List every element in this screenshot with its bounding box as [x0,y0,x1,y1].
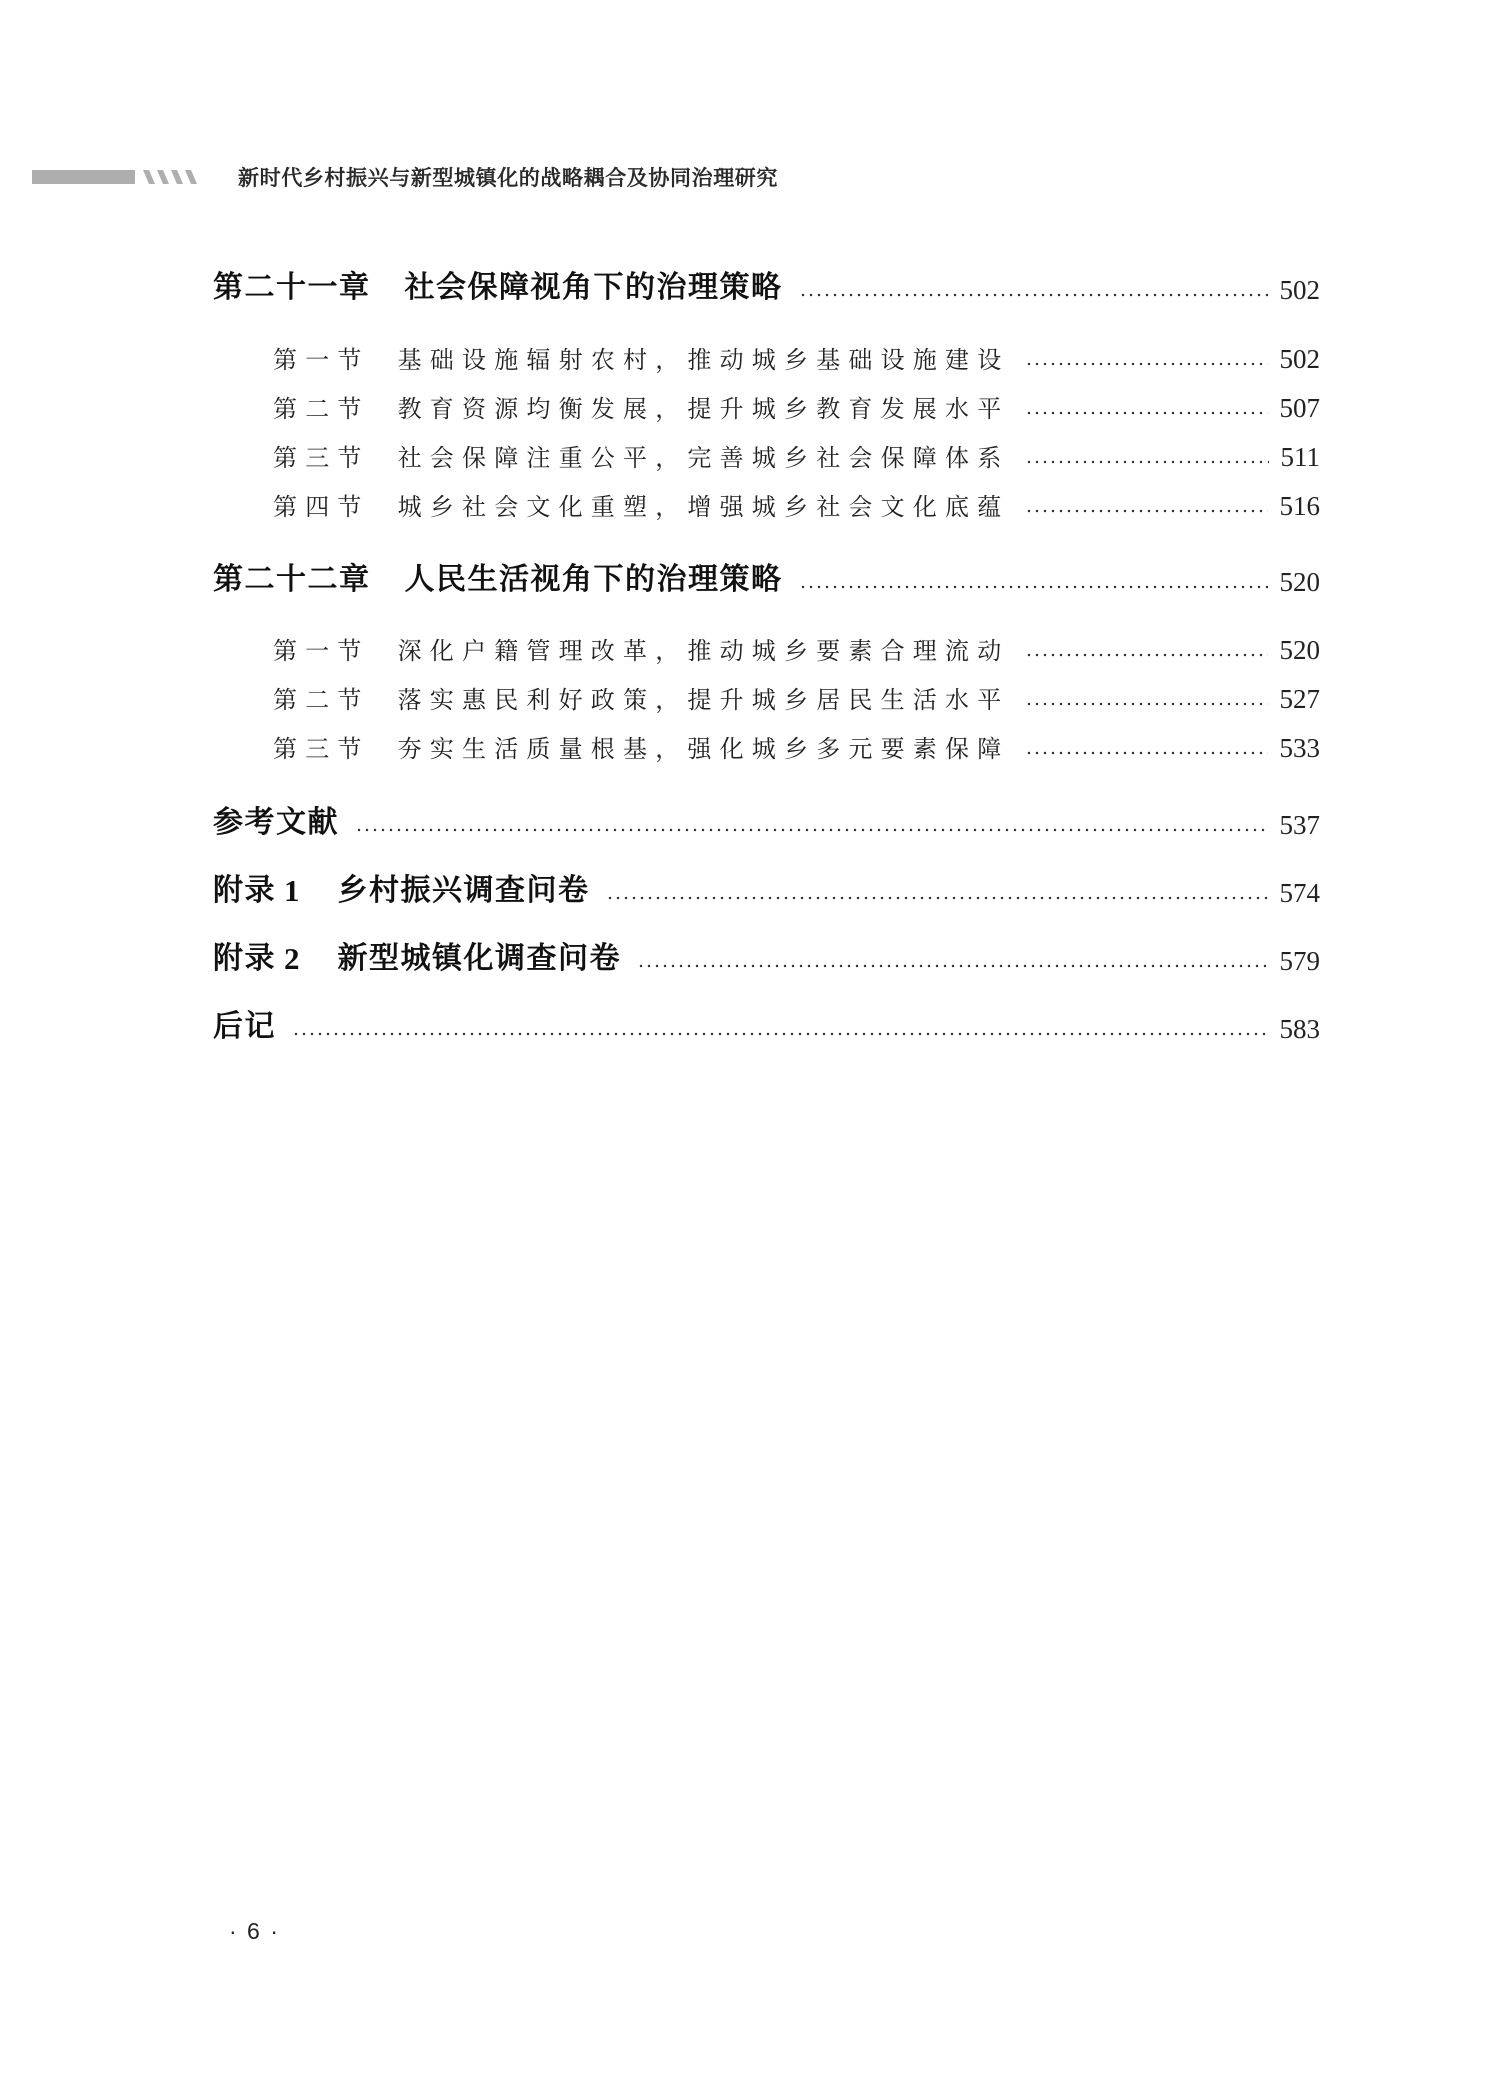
page-number: 579 [1279,946,1320,976]
section-title: 社会保障注重公平，完善城乡社会保障体系 [397,444,1010,472]
toc-chapter-21[interactable] [213,262,1320,306]
page-number: 502 [1279,344,1320,374]
dot-leader [1025,653,1267,657]
section-title: 基础设施辐射农村，推动城乡基础设施建设 [397,346,1010,374]
page-number: 502 [1279,275,1320,305]
dot-leader [292,1032,1268,1036]
toc-chapter-22[interactable] [213,554,1320,598]
appendix-number: 1 [284,873,300,908]
dot-leader [1025,702,1267,706]
section-label: 第二节 [273,686,370,714]
page-number: 527 [1279,684,1320,714]
toc-section[interactable] [273,724,1320,764]
page-number: 516 [1279,491,1320,521]
running-header-title: 新时代乡村振兴与新型城镇化的战略耦合及协同治理研究 [238,166,778,190]
references-label: 参考文献 [213,805,339,840]
dot-leader [355,828,1268,832]
toc-section[interactable] [273,675,1320,715]
dot-leader [799,293,1268,297]
section-label: 第三节 [273,444,370,472]
toc-appendix-1[interactable] [213,865,1320,909]
page-number: 511 [1280,442,1320,472]
section-label: 第二节 [273,395,370,423]
chapter-title: 人民生活视角下的治理策略 [404,562,783,597]
page-number: 533 [1279,733,1320,763]
toc-section[interactable] [273,384,1320,424]
dot-leader [1025,460,1268,464]
chapter-label: 第二十二章 [213,562,371,597]
toc-afterword[interactable] [213,1001,1320,1045]
appendix-title: 乡村振兴调查问卷 [337,873,590,908]
toc-appendix-2[interactable] [213,933,1320,977]
section-label: 第四节 [273,493,370,521]
section-label: 第一节 [273,637,370,665]
page-number: 574 [1279,878,1320,908]
appendix-number: 2 [284,941,300,976]
dot-leader [637,964,1268,968]
section-label: 第三节 [273,735,370,763]
section-title: 落实惠民利好政策，提升城乡居民生活水平 [397,686,1010,714]
page-number: 583 [1279,1014,1320,1044]
section-title: 教育资源均衡发展，提升城乡教育发展水平 [397,395,1010,423]
dot-leader [1025,411,1267,415]
dot-leader [799,585,1268,589]
page-number: 520 [1279,635,1320,665]
dot-leader [606,896,1268,900]
afterword-label: 后记 [213,1009,276,1044]
appendix-title: 新型城镇化调查问卷 [337,941,621,976]
toc-references[interactable] [213,797,1320,841]
chapter-label: 第二十一章 [213,270,371,305]
toc-section[interactable] [273,626,1320,666]
dot-leader [1025,509,1267,513]
folio-page-number: · 6 · [229,1918,280,1944]
chapter-heading [213,262,783,306]
dot-leader [1025,751,1267,755]
toc-section[interactable] [273,482,1320,522]
page-number: 520 [1279,567,1320,597]
section-title: 深化户籍管理改革，推动城乡要素合理流动 [397,637,1010,665]
section-label: 第一节 [273,346,370,374]
section-title: 夯实生活质量根基，强化城乡多元要素保障 [397,735,1010,763]
appendix-label: 附录 [213,941,276,976]
appendix-label: 附录 [213,873,276,908]
chapter-title: 社会保障视角下的治理策略 [404,270,783,305]
page-number: 507 [1279,393,1320,423]
dot-leader [1025,362,1267,366]
toc-section[interactable] [273,433,1320,473]
page-number: 537 [1279,810,1320,840]
section-title: 城乡社会文化重塑，增强城乡社会文化底蕴 [397,493,1010,521]
toc-section[interactable] [273,335,1320,375]
chapter-heading [213,554,783,598]
